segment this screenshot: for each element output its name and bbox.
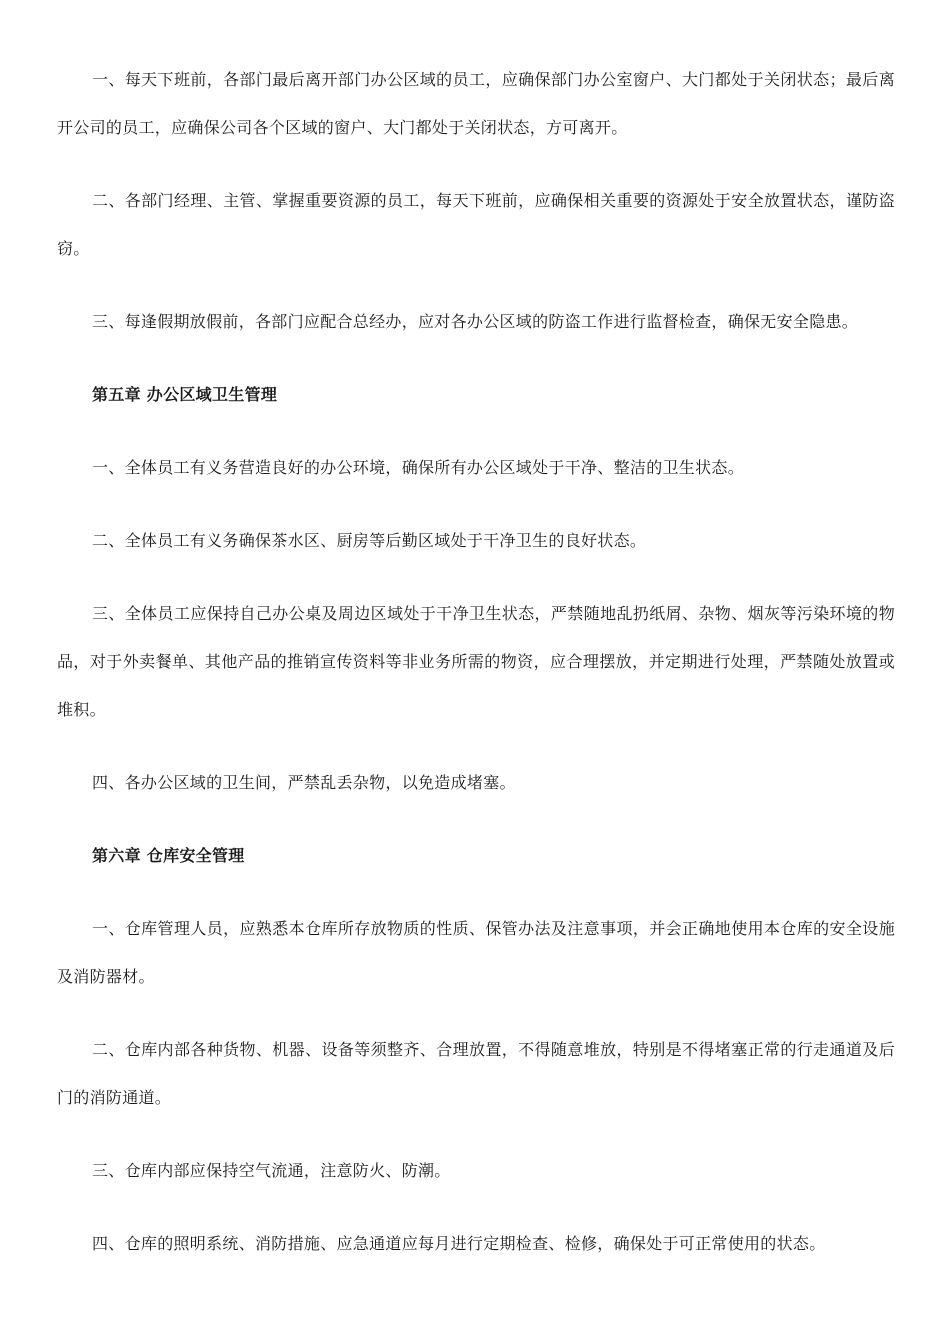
paragraph-warehouse-storage: 二、仓库内部各种货物、机器、设备等须整齐、合理放置，不得随意堆放，特别是不得堵塞正常的行走通道及后门的消防通道。 [57,1040,895,1107]
paragraph-monthly-inspection: 四、仓库的照明系统、消防措施、应急通道应每月进行定期检查、检修，确保处于可正常使用的状态。 [92,1234,826,1253]
paragraph-closing-doors: 一、每天下班前，各部门最后离开部门办公区域的员工，应确保部门办公室窗户、大门都处于关闭状态；最后离开公司的员工，应确保公司各个区域的窗户、大门都处于关闭状态，方可离开。 [57,70,895,137]
paragraph-resource-security: 二、各部门经理、主管、掌握重要资源的员工，每天下班前，应确保相关重要的资源处于安全放置状态，谨防盗窃。 [57,191,895,258]
paragraph-desk-cleanliness: 三、全体员工应保持自己办公桌及周边区域处于干净卫生状态，严禁随地乱扔纸屑、杂物、烟灰等污染环境的物品，对于外卖餐单、其他产品的推销宣传资料等非业务所需的物资，应合理摆放，并定期进行处理，严禁随处放置或堆积。 [57,604,895,719]
paragraph-logistics-areas: 二、全体员工有义务确保茶水区、厨房等后勤区域处于干净卫生的良好状态。 [92,531,647,550]
paragraph-ventilation: 三、仓库内部应保持空气流通，注意防火、防潮。 [92,1161,451,1180]
paragraph-office-environment: 一、全体员工有义务营造良好的办公环境，确保所有办公区域处于干净、整洁的卫生状态。 [92,458,745,477]
paragraph-restrooms: 四、各办公区域的卫生间，严禁乱丢杂物，以免造成堵塞。 [92,773,516,792]
paragraph-holiday-inspection: 三、每逢假期放假前，各部门应配合总经办，应对各办公区域的防盗工作进行监督检查，确保无安全隐患。 [92,312,859,331]
chapter-5-heading: 第五章 办公区域卫生管理 [92,385,278,404]
paragraph-warehouse-staff: 一、仓库管理人员，应熟悉本仓库所存放物质的性质、保管办法及注意事项，并会正确地使用本仓库的安全设施及消防器材。 [57,919,895,986]
chapter-6-heading: 第六章 仓库安全管理 [92,846,245,865]
document-page [57,56,895,1293]
